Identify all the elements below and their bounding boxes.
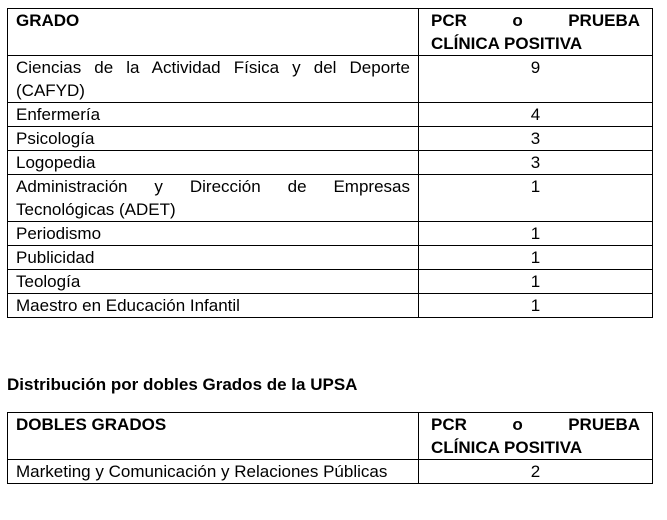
header-grado: GRADO [8, 9, 419, 56]
table-row [8, 127, 653, 151]
count-cell: 3 [419, 127, 653, 151]
table-row [8, 270, 653, 294]
header-pcr-line1: PCR o PRUEBA [431, 415, 640, 434]
grado-cell: Logopedia [8, 151, 419, 175]
table-row [8, 151, 653, 175]
section-title: Distribución por dobles Grados de la UPSA [7, 375, 358, 394]
count-cell: 2 [419, 460, 653, 484]
table-row [8, 246, 653, 270]
count-cell: 4 [419, 103, 653, 127]
dobles-grados-table [7, 412, 653, 484]
grado-cell: Marketing y Comunicación y Relaciones Públicas [8, 460, 419, 484]
grados-table [7, 8, 653, 318]
table-row [8, 56, 653, 103]
count-cell: 3 [419, 151, 653, 175]
header-pcr-line2: CLÍNICA POSITIVA [431, 34, 583, 53]
header-pcr-line1: PCR o PRUEBA [431, 11, 640, 30]
count-cell: 9 [419, 56, 653, 103]
grado-cell: Enfermería [8, 103, 419, 127]
table-row [8, 103, 653, 127]
count-cell: 1 [419, 175, 653, 222]
count-cell: 1 [419, 246, 653, 270]
count-cell: 1 [419, 270, 653, 294]
count-cell: 1 [419, 294, 653, 318]
header-pcr [419, 413, 653, 460]
table-row [8, 294, 653, 318]
table-header-row [8, 9, 653, 56]
table-row [8, 222, 653, 246]
grado-cell: Publicidad [8, 246, 419, 270]
table-row [8, 175, 653, 222]
table-header-row [8, 413, 653, 460]
header-dobles-grados: DOBLES GRADOS [8, 413, 419, 460]
header-pcr-line2: CLÍNICA POSITIVA [431, 438, 583, 457]
grado-cell: Ciencias de la Actividad Física y del Deporte (CAFYD) [8, 56, 419, 103]
count-cell: 1 [419, 222, 653, 246]
header-pcr [419, 9, 653, 56]
grado-cell: Administración y Dirección de Empresas Tecnológicas (ADET) [8, 175, 419, 222]
grado-cell: Psicología [8, 127, 419, 151]
grado-cell: Periodismo [8, 222, 419, 246]
grado-cell: Teología [8, 270, 419, 294]
table-row [8, 460, 653, 484]
grado-cell: Maestro en Educación Infantil [8, 294, 419, 318]
